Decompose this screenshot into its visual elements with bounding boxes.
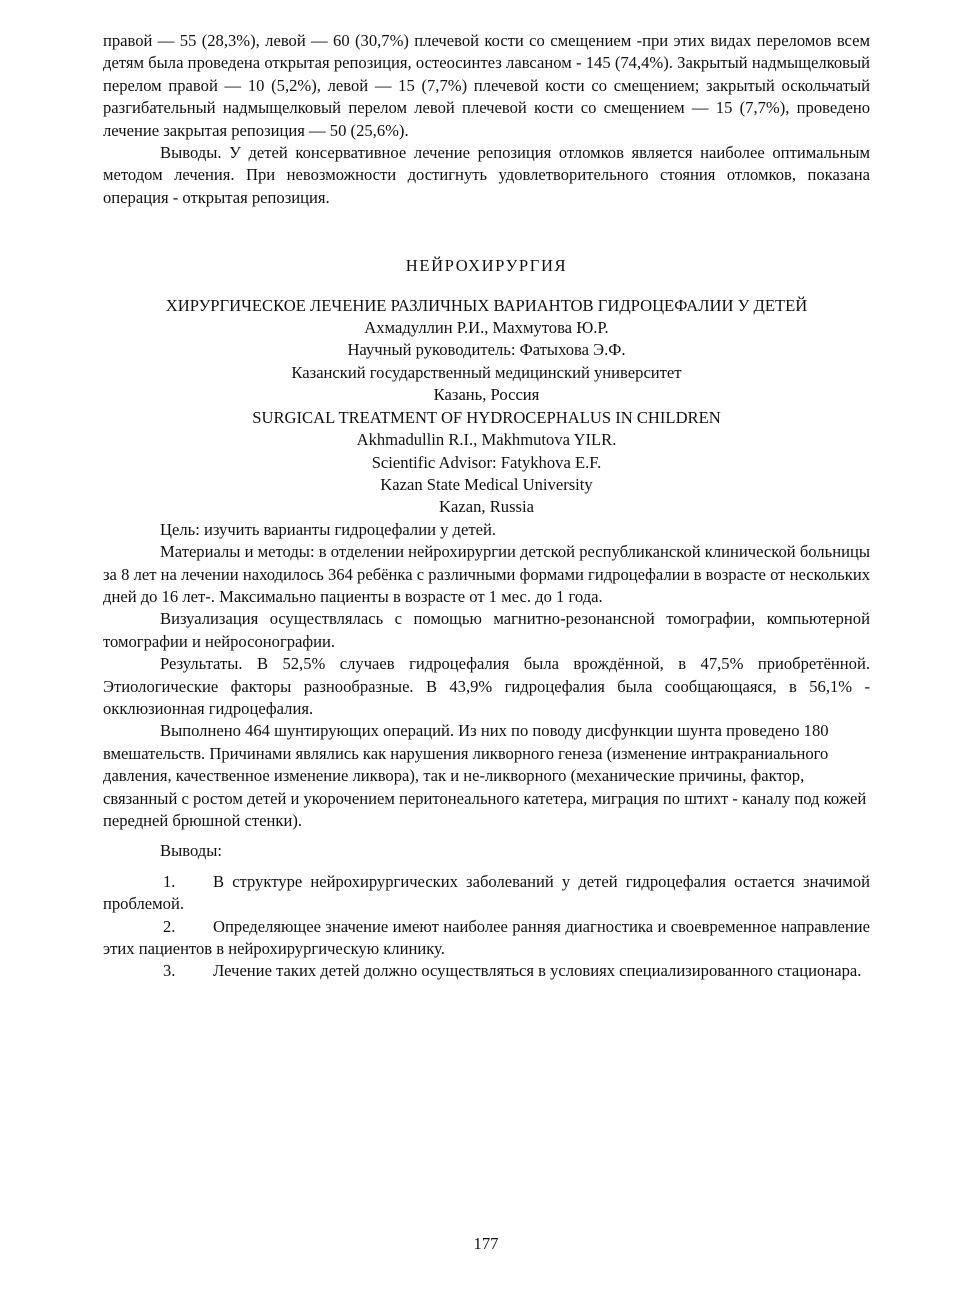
authors-ru: Ахмадуллин Р.И., Махмутова Ю.Р. — [364, 318, 609, 338]
conclusion-number: 2. — [163, 916, 176, 936]
page-number: 177 — [473, 1234, 499, 1253]
university-ru: Казанский государственный медицинский университет — [291, 362, 682, 382]
visualization-paragraph: Визуализация осуществлялась с помощью магнитно-резонансной томографии, компьютерной томографии и нейросонографии. — [103, 609, 870, 651]
document-page — [103, 30, 870, 983]
results-paragraph: Результаты. В 52,5% случаев гидроцефалия была врождённой, в 47,5% приобретённой. Этиологические факторы разнообразные. В 43,9% гидроцефалия была сообщающаяся, в 56,1% - окклюзионная гидроцефалия. — [103, 654, 870, 718]
city-en: Kazan, Russia — [439, 497, 534, 517]
article-title-ru: ХИРУРГИЧЕСКОЕ ЛЕЧЕНИЕ РАЗЛИЧНЫХ ВАРИАНТОВ ГИДРОЦЕФАЛИИ У ДЕТЕЙ — [165, 295, 808, 315]
prev-article-paragraph: правой — 55 (28,3%), левой — 60 (30,7%) плечевой кости со смещением -при этих видах переломов всем детям была проведена открытая репозиция, остеосинтез лавсаном - 145 (74,4%). Закрытый надмыщелковый перелом правой — 10 (5,2%), левой — 15 (7,7%) плечевой кости со смещением; закрытый оскольчатый разгибательный надмыщелковый перелом левой плечевой кости со смещением — 15 (7,7%), проведено лечение закрытая репозиция — 50 (25,6%). — [103, 31, 870, 140]
conclusion-number: 3. — [163, 961, 176, 981]
conclusion-number: 1. — [163, 871, 176, 891]
university-en: Kazan State Medical University — [380, 474, 593, 494]
authors-en: Akhmadullin R.I., Makhmutova YILR. — [356, 430, 617, 450]
operations-paragraph: Выполнено 464 шунтирующих операций. Из них по поводу дисфункции шунта проведено 180 вмешательств. Причинами являлись как нарушения ликворного генеза (изменение интракраниального давления, качественное изменение ликвора), так и не-ликворного (механические причины, фактор, связанный с ростом детей и укорочением перитонеального катетера, миграция по штихт - каналу под кожей передней брюшной стенки). — [103, 721, 867, 830]
conclusion-item-2 — [103, 916, 870, 961]
article-title-en: SURGICAL TREATMENT OF HYDROCEPHALUS IN CHILDREN — [252, 407, 721, 427]
prev-article-conclusions: Выводы. У детей консервативное лечение репозиция отломков является наиболее оптимальным методом лечения. При невозможности достигнуть удовлетворительного стояния отломков, показана операция - открытая репозиция. — [103, 143, 870, 207]
city-ru: Казань, Россия — [433, 385, 540, 405]
conclusion-text: Определяющее значение имеют наиболее ранняя диагностика и своевременное направление этих пациентов в нейрохирургическую клинику. — [103, 916, 870, 959]
conclusion-item-3 — [103, 960, 870, 982]
conclusion-item-1 — [103, 871, 870, 916]
conclusion-text: Лечение таких детей должно осуществляться в условиях специализированного стационара. — [213, 961, 862, 981]
conclusion-text: В структуре нейрохирургических заболеваний у детей гидроцефалия остается значимой проблемой. — [103, 871, 870, 914]
advisor-en: Scientific Advisor: Fatykhova E.F. — [371, 452, 602, 472]
methods-paragraph: Материалы и методы: в отделении нейрохирургии детской республиканской клинической больницы за 8 лет на лечении находилось 364 ребёнка с различными формами гидроцефалии в возрасте от нескольких дней до 16 лет-. Максимально пациенты в возрасте от 1 мес. до 1 года. — [103, 542, 870, 606]
section-title: НЕЙРОХИРУРГИЯ — [405, 256, 568, 276]
aim-paragraph: Цель: изучить варианты гидроцефалии у детей. — [160, 519, 497, 539]
conclusions-heading: Выводы: — [160, 841, 222, 861]
advisor-ru: Научный руководитель: Фатыхова Э.Ф. — [347, 340, 626, 360]
